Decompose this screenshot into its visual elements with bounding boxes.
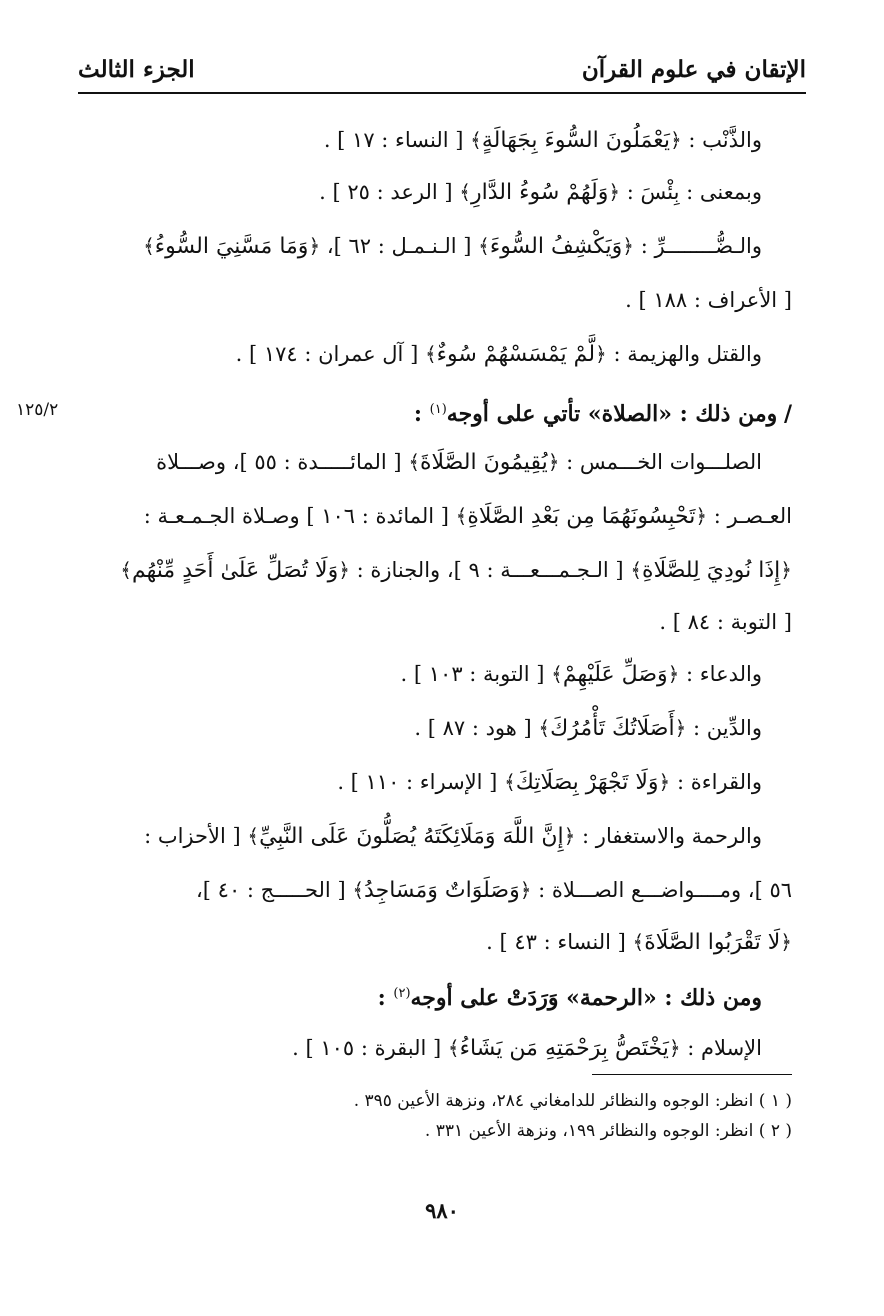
page-number: ٩٨٠ [425, 1198, 459, 1223]
text-line [78, 548, 792, 592]
quran-verse: أَصَلَاتُكَ تَأْمُرُكَ [550, 716, 675, 741]
verse-reference: [ النساء : ١٧ ] . [323, 128, 464, 152]
quran-verse: إِذَا نُودِيَ لِلصَّلَاةِ [642, 558, 781, 583]
line-label: وبمعنى : بِئْسَ : [626, 180, 762, 204]
line-label: والقتل والهزيمة : [613, 342, 762, 366]
line-label: ٥٦ ]، ومــــواضـــع الصـــلاة : [538, 878, 792, 902]
quran-close-bracket: ﴾ [630, 558, 643, 582]
quran-close-bracket: ﴾ [470, 128, 482, 152]
line-label: والدعاء : [686, 662, 762, 686]
verse-reference: [ البقرة : ١٠٥ ] . [292, 1036, 442, 1060]
verse-reference: [ الـجـمـــعـــة : ٩ ]، والجنازة : [356, 558, 624, 582]
quran-open-bracket: ﴿ [669, 128, 682, 152]
verse-reference: [ الحـــــج : ٤٠ ]، [196, 878, 346, 902]
verse-reference: [ الأحزاب : [144, 824, 241, 848]
verse-reference: [ الرعد : ٢٥ ] . [319, 180, 453, 204]
quran-verse: يَخْتَصُّ بِرَحْمَتِهِ مَن يَشَاءُ [459, 1036, 669, 1061]
text-line [78, 494, 792, 538]
text-line [78, 920, 792, 964]
verse-reference: [ الـنـمـل : ٦٢ ]، [326, 234, 472, 258]
quran-open-bracket: ﴿ [668, 1036, 681, 1060]
footnotes [78, 1086, 792, 1146]
footnote-1: ( ١ ) انظر: الوجوه والنظائر للدامغاني ٢٨٤، ونزهة الأعين ٣٩٥ . [353, 1091, 792, 1111]
quran-close-bracket: ﴾ [408, 450, 421, 474]
quran-open-bracket: ﴿ [338, 558, 350, 582]
quran-close-bracket: ﴾ [424, 342, 437, 366]
line-label: والذَّنْب : [688, 128, 762, 152]
quran-open-bracket: ﴿ [667, 662, 680, 686]
quran-verse: وَمَا مَسَّنِيَ السُّوءُ [154, 234, 309, 259]
quran-close-bracket: ﴾ [455, 504, 468, 528]
text-line [78, 600, 792, 644]
quran-verse: وَلَا تُصَلِّ عَلَىٰ أَحَدٍ مِّنْهُم [132, 558, 339, 583]
text-line [78, 278, 792, 322]
part-title: الجزء الثالث [78, 56, 195, 83]
line-label: والقراءة : [676, 770, 762, 794]
verse-reference: [ هود : ٨٧ ] . [414, 716, 532, 740]
quran-open-bracket: ﴿ [658, 770, 671, 794]
quran-open-bracket: ﴿ [608, 180, 621, 204]
verse-reference: [ النساء : ٤٣ ] . [486, 930, 626, 954]
quran-open-bracket: ﴿ [519, 878, 532, 902]
heading-text: ومن ذلك : «الرحمة» وَرَدَتْ على أوجه [410, 985, 762, 1011]
quran-close-bracket: ﴾ [247, 824, 260, 848]
quran-close-bracket: ﴾ [120, 558, 132, 582]
quran-open-bracket: ﴿ [547, 450, 560, 474]
quran-open-bracket: ﴿ [308, 234, 321, 258]
running-header [78, 52, 806, 94]
text-line [78, 332, 792, 376]
verse-reference: [ التوبة : ٨٤ ] . [659, 610, 792, 634]
text-line [78, 814, 792, 858]
quran-close-bracket: ﴾ [551, 662, 563, 686]
verse-reference: [ التوبة : ١٠٣ ] . [400, 662, 545, 686]
text-line [78, 706, 792, 750]
line-label: العـصـر : [713, 504, 792, 528]
text-line [78, 224, 792, 268]
quran-open-bracket: ﴿ [780, 558, 792, 582]
quran-open-bracket: ﴿ [695, 504, 708, 528]
quran-close-bracket: ﴾ [504, 770, 516, 794]
quran-verse: إِنَّ اللَّهَ وَمَلَائِكَتَهُ يُصَلُّونَ عَلَى النَّبِيِّ [259, 824, 564, 849]
text-line [78, 760, 792, 804]
quran-verse: لَا تَقْرَبُوا الصَّلَاةَ [644, 930, 781, 955]
quran-verse: تَحْبِسُونَهُمَا مِن بَعْدِ الصَّلَاةِ [467, 504, 696, 529]
quran-verse: وَصَلَوَاتٌ وَمَسَاجِدُ [364, 878, 520, 903]
line-label: الإسلام : [687, 1036, 762, 1060]
line-label: والـضُّــــــــرِّ : [640, 234, 762, 258]
line-label: والرحمة والاستغفار : [582, 824, 762, 848]
quran-verse: يَعْمَلُونَ السُّوءَ بِجَهَالَةٍ [481, 128, 670, 153]
text-line [78, 1026, 792, 1070]
text-line [78, 868, 792, 912]
section-heading [78, 972, 792, 1016]
quran-open-bracket: ﴿ [622, 234, 635, 258]
quran-close-bracket: ﴾ [478, 234, 490, 258]
footnote-marker[interactable]: (١) [429, 402, 447, 417]
quran-close-bracket: ﴾ [447, 1036, 460, 1060]
verse-reference: [ آل عمران : ١٧٤ ] . [235, 342, 419, 366]
page-break-marker: / [783, 401, 792, 427]
verse-reference: [ المائـــــدة : ٥٥ ]، وصـــلاة [156, 450, 402, 474]
quran-close-bracket: ﴾ [632, 930, 645, 954]
quran-verse: وَلَا تَجْهَرْ بِصَلَاتِكَ [515, 770, 659, 795]
text-line [78, 170, 792, 214]
footnote-2: ( ٢ ) انظر: الوجوه والنظائر ١٩٩، ونزهة الأعين ٣٣١ . [424, 1121, 792, 1141]
quran-verse: لَّمْ يَمْسَسْهُمْ سُوءٌ [436, 342, 596, 367]
quran-close-bracket: ﴾ [459, 180, 472, 204]
book-title: الإتقان في علوم القرآن [581, 56, 806, 83]
footnote-divider [592, 1074, 792, 1075]
margin-page-reference: ١٢٥/٢ [16, 400, 59, 420]
quran-verse: وَصَلِّ عَلَيْهِمْ [562, 662, 668, 687]
text-line [78, 118, 792, 162]
quran-close-bracket: ﴾ [352, 878, 365, 902]
quran-verse: وَيَكْشِفُ السُّوءَ [489, 234, 623, 259]
heading-colon: : [413, 401, 430, 427]
quran-open-bracket: ﴿ [780, 930, 792, 954]
verse-reference: [ الأعراف : ١٨٨ ] . [625, 288, 792, 312]
verse-reference: [ المائدة : ١٠٦ ] وصـلاة الجـمـعـة : [143, 504, 449, 528]
line-label: والدِّين : [693, 716, 762, 740]
quran-open-bracket: ﴿ [595, 342, 607, 366]
quran-close-bracket: ﴾ [143, 234, 155, 258]
quran-verse: يُقِيمُونَ الصَّلَاةَ [420, 450, 548, 475]
section-heading [78, 388, 792, 432]
text-line [78, 652, 792, 696]
line-label: الصلـــوات الخـــمس : [566, 450, 762, 474]
heading-text: ومن ذلك : «الصلاة» تأتي على أوجه [446, 401, 778, 427]
text-line [78, 440, 792, 484]
heading-colon: : [377, 985, 394, 1011]
quran-open-bracket: ﴿ [674, 716, 687, 740]
verse-reference: [ الإسراء : ١١٠ ] . [337, 770, 498, 794]
footnote-marker[interactable]: (٢) [393, 986, 411, 1001]
quran-close-bracket: ﴾ [538, 716, 551, 740]
quran-open-bracket: ﴿ [563, 824, 576, 848]
quran-verse: وَلَهُمْ سُوءُ الدَّارِ [471, 180, 609, 205]
